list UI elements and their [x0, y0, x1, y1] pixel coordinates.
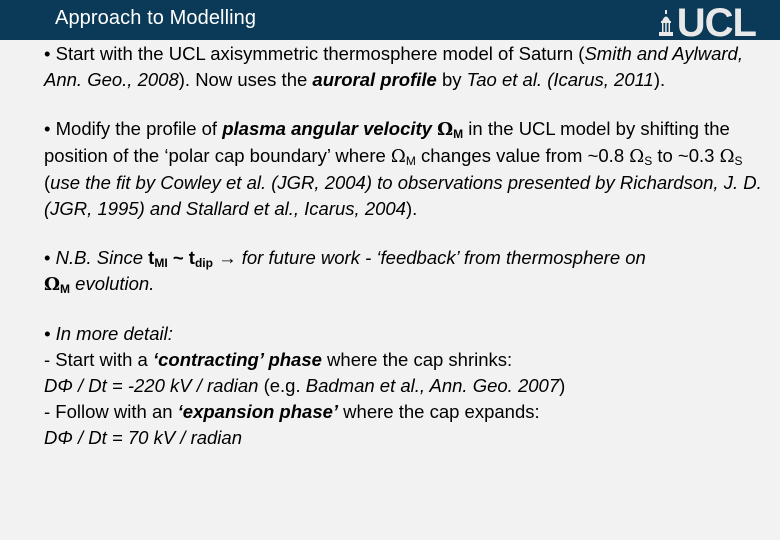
slide-body	[44, 41, 772, 451]
bullet-paragraph-2: • Modify the profile of plasma angular velocity $\Omega_M$ in the UCL model by shifting the position of the ‘polar cap boundary’ where $\Omega_M$ changes value from ~0.8 $\Omega_S$ to ~0.3 $\Omega_S$ (use the fit by Cowley et al. (JGR, 2004) to observations presented by Richardson, J. D. (JGR, 1995) and Stallard et al., Icarus, 2004).	[44, 118, 762, 219]
ucl-logo	[659, 1, 756, 45]
dome-icon	[659, 10, 673, 36]
bullet-paragraph-3: • N.B. Since $t_{MI}$ ~ $t_{dip}$ → for future work - ‘feedback’ from thermosphere on $\Omega_M$ evolution.	[44, 247, 646, 296]
title-bar	[0, 0, 780, 45]
bullet-paragraph-1: • Start with the UCL axisymmetric thermosphere model of Saturn (Smith and Aylward, Ann. Geo., 2008). Now uses the auroral profile by Tao et al. (Icarus, 2011).	[44, 43, 743, 90]
logo-wordmark: UCL	[676, 1, 756, 45]
slide-title: Approach to Modelling	[55, 7, 257, 29]
bullet-paragraph-4: • In more detail: - Start with a ‘contracting’ phase where the cap shrinks: DΦ / Dt = -220 kV / radian (e.g. Badman et al., Ann. Geo. 2007) - Follow with an ‘expansion phase’ where the cap expands: DΦ / Dt = 70 kV / radian	[44, 323, 566, 448]
